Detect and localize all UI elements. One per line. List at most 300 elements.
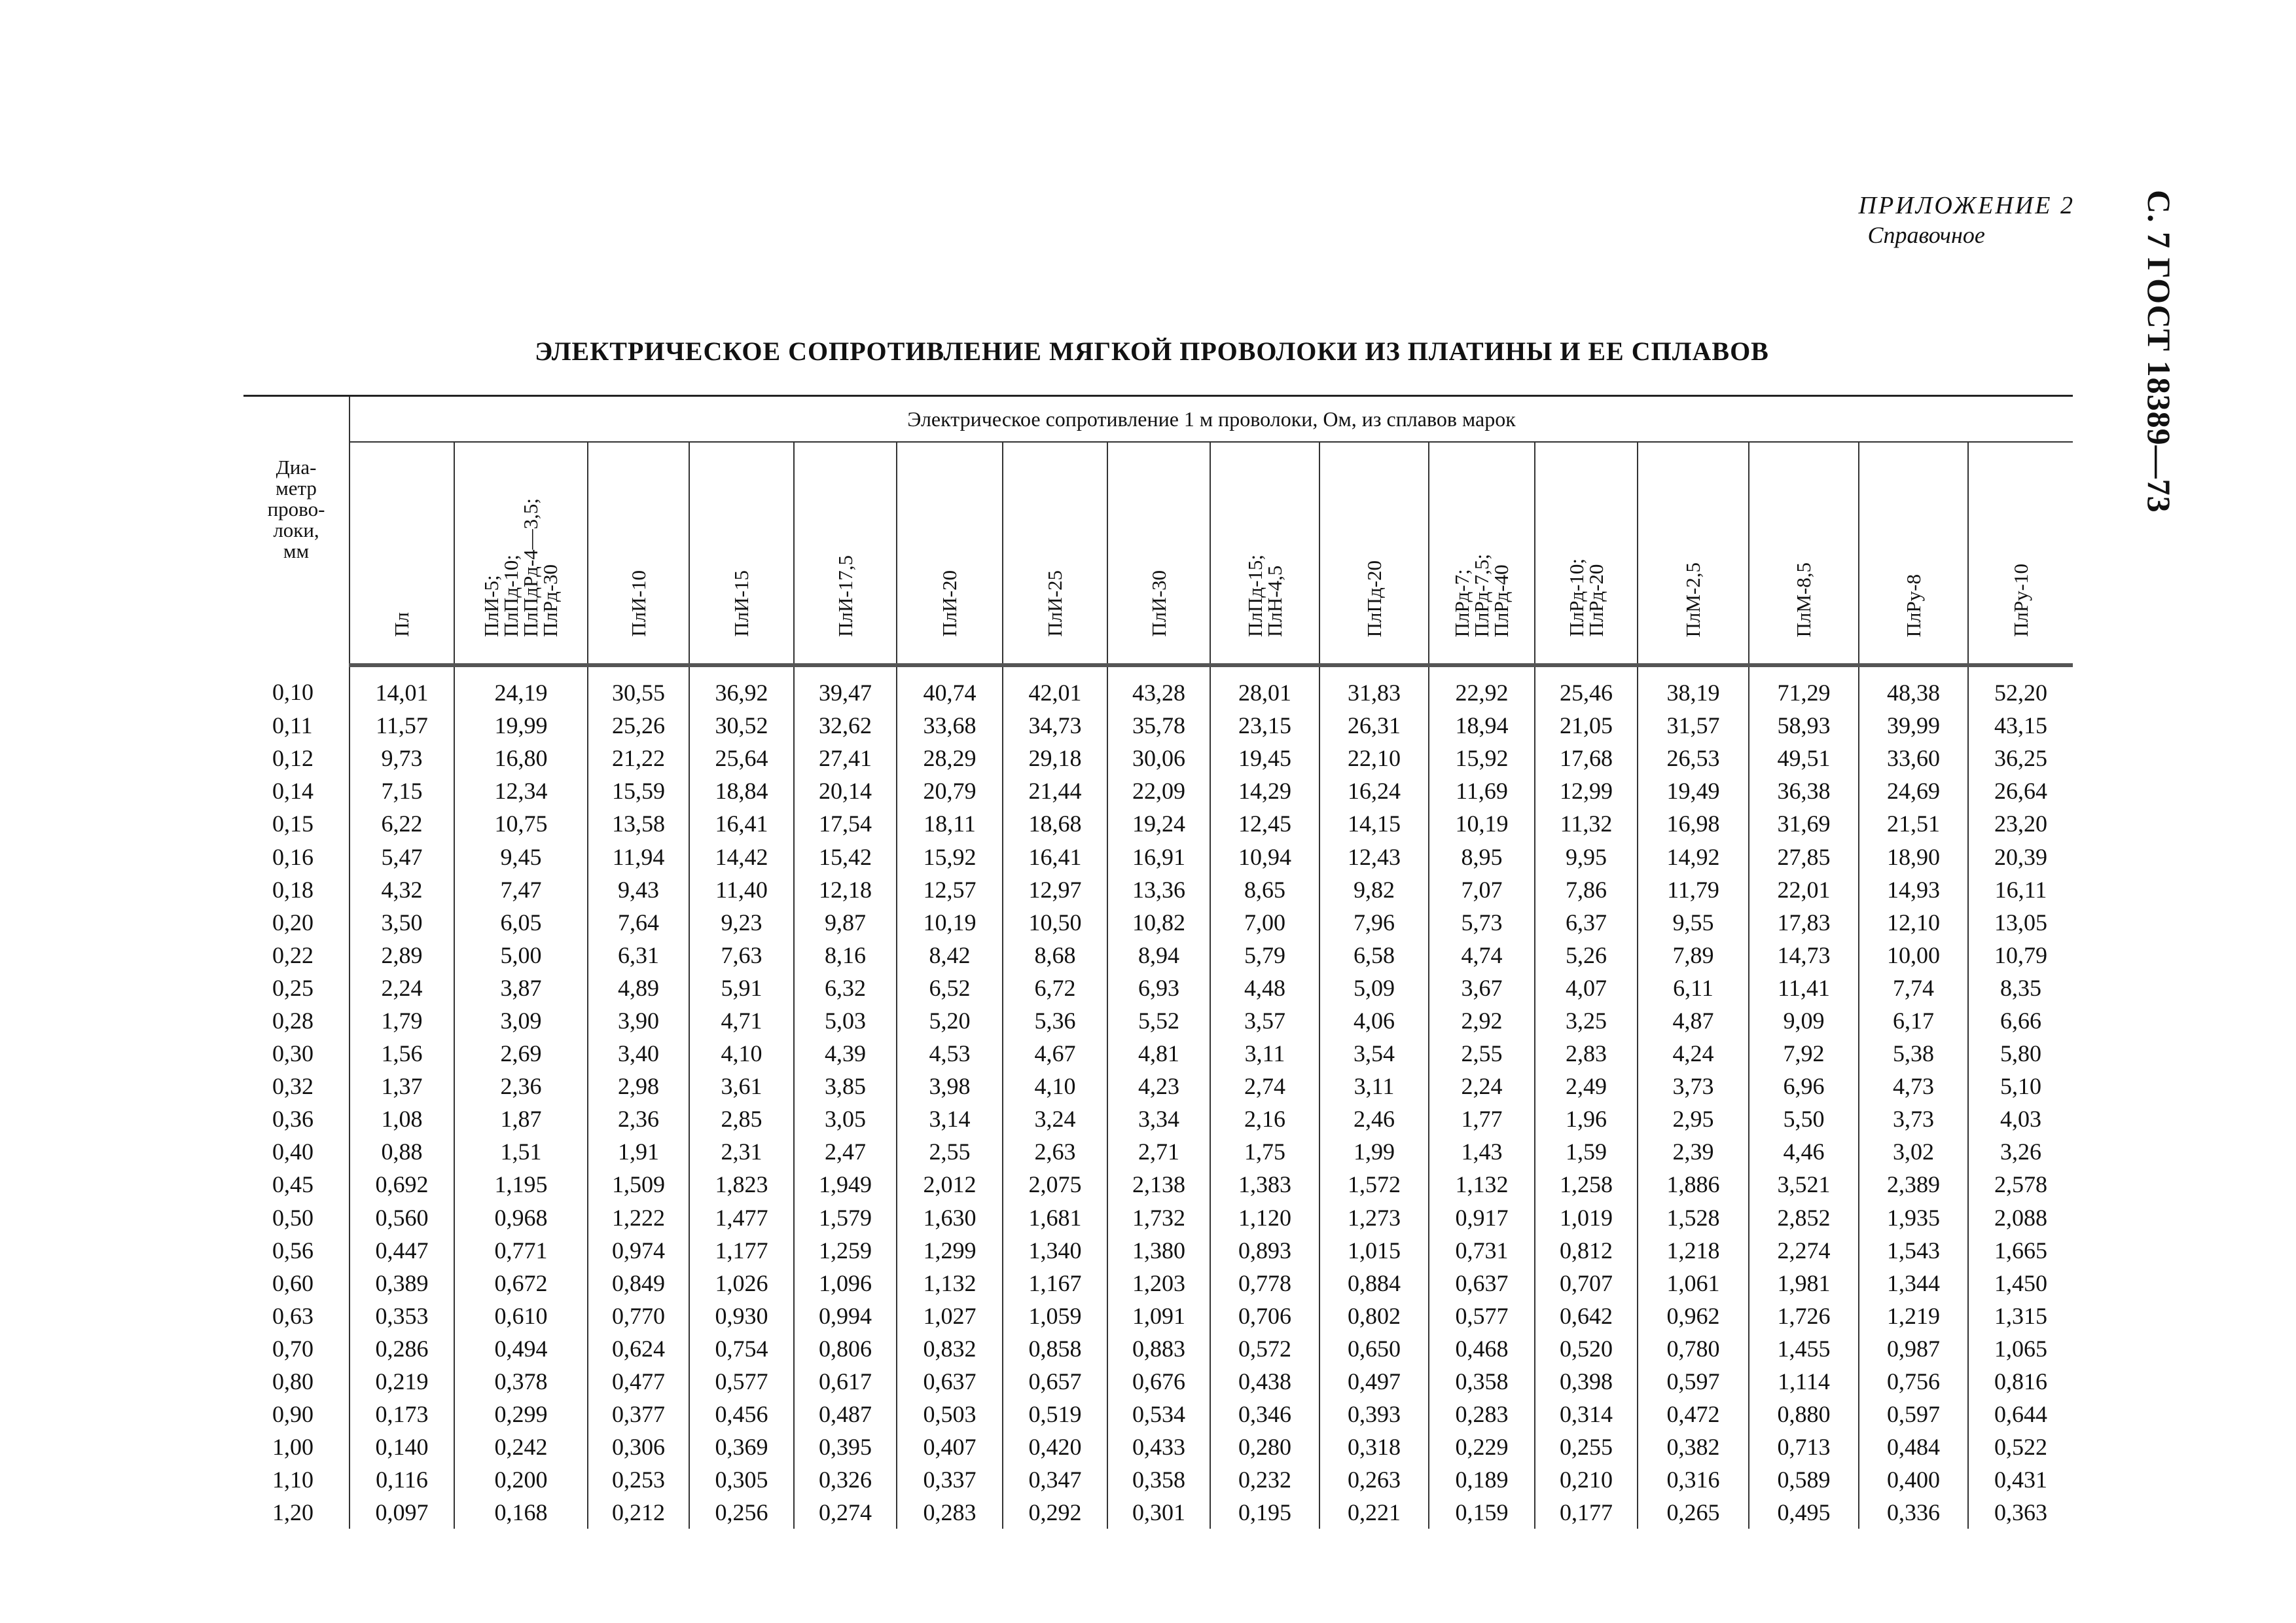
resistance-cell: 0,337: [897, 1463, 1003, 1496]
diameter-header-line: мм: [283, 539, 310, 562]
resistance-cell: 0,637: [1429, 1267, 1535, 1300]
resistance-cell: 2,075: [1003, 1168, 1107, 1201]
resistance-cell: 0,229: [1429, 1431, 1535, 1463]
resistance-cell: 0,522: [1968, 1431, 2073, 1463]
diameter-cell: 0,63: [272, 1302, 314, 1329]
resistance-cell: 0,378: [454, 1365, 588, 1398]
resistance-cell: 1,061: [1638, 1267, 1749, 1300]
resistance-cell: 1,222: [588, 1201, 689, 1234]
resistance-cell: 1,726: [1749, 1300, 1859, 1332]
alloy-column-header: [1003, 442, 1107, 665]
resistance-cell: 16,98: [1638, 807, 1749, 840]
resistance-cell: 42,01: [1003, 665, 1107, 709]
resistance-cell: 3,25: [1535, 1004, 1638, 1037]
resistance-cell: 49,51: [1749, 742, 1859, 775]
resistance-cell: 8,42: [897, 939, 1003, 972]
resistance-cell: 1,91: [588, 1135, 689, 1168]
alloy-column-header: [1859, 442, 1968, 665]
resistance-cell: 1,99: [1319, 1135, 1429, 1168]
resistance-cell: 0,917: [1429, 1201, 1535, 1234]
resistance-cell: 16,11: [1968, 873, 2073, 906]
resistance-cell: 14,73: [1749, 939, 1859, 972]
resistance-cell: 0,398: [1535, 1365, 1638, 1398]
diameter-header-line: прово-: [267, 498, 325, 520]
resistance-cell: 0,494: [454, 1332, 588, 1365]
resistance-cell: 7,89: [1638, 939, 1749, 972]
resistance-cell: 1,823: [689, 1168, 794, 1201]
diameter-cell: 0,60: [272, 1269, 314, 1296]
resistance-cell: 11,94: [588, 840, 689, 873]
resistance-cell: 0,692: [350, 1168, 454, 1201]
resistance-cell: 21,05: [1535, 709, 1638, 742]
resistance-cell: 0,431: [1968, 1463, 2073, 1496]
resistance-cell: 4,06: [1319, 1004, 1429, 1037]
diameter-cell: 0,20: [272, 909, 314, 936]
resistance-cell: 1,015: [1319, 1234, 1429, 1267]
resistance-cell: 3,67: [1429, 972, 1535, 1004]
resistance-cell: 20,79: [897, 775, 1003, 807]
resistance-cell: 4,32: [350, 873, 454, 906]
resistance-cell: 0,306: [588, 1431, 689, 1463]
table-row: [243, 1398, 2073, 1431]
table-row: [243, 1004, 2073, 1037]
table-row: [243, 1267, 2073, 1300]
resistance-cell: 0,305: [689, 1463, 794, 1496]
resistance-cell: 6,17: [1859, 1004, 1968, 1037]
diameter-cell: 0,16: [272, 843, 314, 870]
resistance-cell: 2,39: [1638, 1135, 1749, 1168]
resistance-cell: 14,42: [689, 840, 794, 873]
resistance-cell: 2,49: [1535, 1070, 1638, 1103]
resistance-cell: 5,10: [1968, 1070, 2073, 1103]
resistance-cell: 34,73: [1003, 709, 1107, 742]
resistance-cell: 0,456: [689, 1398, 794, 1431]
resistance-cell: 6,37: [1535, 906, 1638, 939]
resistance-cell: 1,579: [794, 1201, 897, 1234]
resistance-cell: 1,96: [1535, 1103, 1638, 1135]
resistance-cell: 11,57: [350, 709, 454, 742]
resistance-cell: 10,82: [1107, 906, 1210, 939]
resistance-cell: 3,85: [794, 1070, 897, 1103]
diameter-cell: 0,45: [272, 1171, 314, 1198]
resistance-cell: 12,99: [1535, 775, 1638, 807]
table-row: [243, 1300, 2073, 1332]
diameter-cell: 0,90: [272, 1401, 314, 1428]
resistance-cell: 0,116: [350, 1463, 454, 1496]
alloy-label: ПлМ-8,5: [1792, 562, 1815, 637]
resistance-cell: 22,10: [1319, 742, 1429, 775]
resistance-cell: 0,968: [454, 1201, 588, 1234]
resistance-cell: 0,420: [1003, 1431, 1107, 1463]
resistance-cell: 1,732: [1107, 1201, 1210, 1234]
resistance-cell: 1,450: [1968, 1267, 2073, 1300]
resistance-cell: 1,665: [1968, 1234, 2073, 1267]
resistance-cell: 26,31: [1319, 709, 1429, 742]
resistance-cell: 17,54: [794, 807, 897, 840]
diameter-cell: 0,40: [272, 1139, 314, 1165]
resistance-cell: 0,256: [689, 1496, 794, 1529]
resistance-cell: 6,32: [794, 972, 897, 1004]
resistance-cell: 24,19: [454, 665, 588, 709]
resistance-cell: 0,468: [1429, 1332, 1535, 1365]
resistance-cell: 0,265: [1638, 1496, 1749, 1529]
resistance-cell: 3,14: [897, 1103, 1003, 1135]
resistance-cell: 2,92: [1429, 1004, 1535, 1037]
diameter-cell: 0,32: [272, 1073, 314, 1100]
resistance-cell: 43,28: [1107, 665, 1210, 709]
appendix-heading: [1859, 191, 2075, 249]
resistance-cell: 4,10: [689, 1037, 794, 1070]
resistance-cell: 1,477: [689, 1201, 794, 1234]
table-row: [243, 1070, 2073, 1103]
diameter-cell: 0,12: [272, 745, 314, 772]
resistance-cell: 5,26: [1535, 939, 1638, 972]
resistance-cell: 0,503: [897, 1398, 1003, 1431]
resistance-cell: 0,200: [454, 1463, 588, 1496]
resistance-cell: 0,177: [1535, 1496, 1638, 1529]
alloy-column-header: [689, 442, 794, 665]
resistance-cell: 2,83: [1535, 1037, 1638, 1070]
resistance-cell: 12,10: [1859, 906, 1968, 939]
resistance-cell: 0,519: [1003, 1398, 1107, 1431]
alloy-label: ПлРд-40: [1490, 564, 1513, 637]
resistance-cell: 0,242: [454, 1431, 588, 1463]
resistance-cell: 3,09: [454, 1004, 588, 1037]
alloy-column-header: [350, 442, 454, 665]
resistance-cell: 3,34: [1107, 1103, 1210, 1135]
resistance-cell: 0,534: [1107, 1398, 1210, 1431]
resistance-cell: 5,91: [689, 972, 794, 1004]
resistance-cell: 12,97: [1003, 873, 1107, 906]
resistance-cell: 0,884: [1319, 1267, 1429, 1300]
resistance-cell: 0,962: [1638, 1300, 1749, 1332]
resistance-cell: 11,32: [1535, 807, 1638, 840]
resistance-cell: 58,93: [1749, 709, 1859, 742]
alloy-column-header: [588, 442, 689, 665]
resistance-cell: 1,218: [1638, 1234, 1749, 1267]
resistance-cell: 32,62: [794, 709, 897, 742]
resistance-cell: 8,68: [1003, 939, 1107, 972]
table-row: [243, 1135, 2073, 1168]
resistance-cell: 0,477: [588, 1365, 689, 1398]
resistance-cell: 2,95: [1638, 1103, 1749, 1135]
resistance-cell: 1,08: [350, 1103, 454, 1135]
resistance-cell: 0,812: [1535, 1234, 1638, 1267]
diameter-cell: 0,56: [272, 1237, 314, 1264]
resistance-cell: 0,221: [1319, 1496, 1429, 1529]
resistance-cell: 0,407: [897, 1431, 1003, 1463]
diameter-cell: 1,20: [272, 1499, 314, 1526]
resistance-cell: 1,455: [1749, 1332, 1859, 1365]
resistance-cell: 27,85: [1749, 840, 1859, 873]
resistance-cell: 4,71: [689, 1004, 794, 1037]
resistance-cell: 21,51: [1859, 807, 1968, 840]
resistance-cell: 7,64: [588, 906, 689, 939]
resistance-cell: 1,120: [1210, 1201, 1319, 1234]
resistance-cell: 4,10: [1003, 1070, 1107, 1103]
appendix-subtitle: Справочное: [1867, 222, 1985, 248]
resistance-cell: 4,03: [1968, 1103, 2073, 1135]
alloy-column-header: [1210, 442, 1319, 665]
resistance-cell: 1,132: [1429, 1168, 1535, 1201]
resistance-cell: 0,577: [1429, 1300, 1535, 1332]
resistance-cell: 25,26: [588, 709, 689, 742]
resistance-cell: 10,19: [897, 906, 1003, 939]
resistance-cell: 0,780: [1638, 1332, 1749, 1365]
resistance-cell: 12,45: [1210, 807, 1319, 840]
resistance-cell: 5,80: [1968, 1037, 2073, 1070]
resistance-cell: 23,20: [1968, 807, 2073, 840]
resistance-cell: 5,52: [1107, 1004, 1210, 1037]
resistance-cell: 25,46: [1535, 665, 1638, 709]
diameter-cell: 1,10: [272, 1467, 314, 1493]
resistance-cell: 0,301: [1107, 1496, 1210, 1529]
resistance-cell: 7,74: [1859, 972, 1968, 1004]
alloy-label: ПлН-4,5: [1263, 565, 1286, 637]
alloy-label: ПлИ-5;: [480, 575, 503, 637]
resistance-cell: 7,07: [1429, 873, 1535, 906]
resistance-cell: 17,68: [1535, 742, 1638, 775]
resistance-cell: 10,50: [1003, 906, 1107, 939]
resistance-cell: 2,31: [689, 1135, 794, 1168]
resistance-cell: 19,24: [1107, 807, 1210, 840]
resistance-cell: 0,617: [794, 1365, 897, 1398]
resistance-cell: 4,87: [1638, 1004, 1749, 1037]
resistance-cell: 16,80: [454, 742, 588, 775]
resistance-cell: 4,24: [1638, 1037, 1749, 1070]
resistance-cell: 36,92: [689, 665, 794, 709]
diameter-cell: 1,00: [272, 1434, 314, 1461]
table-row: [243, 709, 2073, 742]
resistance-cell: 0,274: [794, 1496, 897, 1529]
resistance-cell: 4,46: [1749, 1135, 1859, 1168]
resistance-cell: 18,68: [1003, 807, 1107, 840]
resistance-cell: 30,52: [689, 709, 794, 742]
resistance-cell: 43,15: [1968, 709, 2073, 742]
resistance-cell: 26,53: [1638, 742, 1749, 775]
resistance-cell: 0,880: [1749, 1398, 1859, 1431]
resistance-cell: 71,29: [1749, 665, 1859, 709]
resistance-cell: 12,57: [897, 873, 1003, 906]
resistance-cell: 23,15: [1210, 709, 1319, 742]
resistance-cell: 31,57: [1638, 709, 1749, 742]
resistance-cell: 13,36: [1107, 873, 1210, 906]
resistance-cell: 0,642: [1535, 1300, 1638, 1332]
resistance-cell: 0,219: [350, 1365, 454, 1398]
resistance-cell: 0,770: [588, 1300, 689, 1332]
resistance-cell: 3,05: [794, 1103, 897, 1135]
resistance-cell: 1,059: [1003, 1300, 1107, 1332]
resistance-cell: 5,09: [1319, 972, 1429, 1004]
resistance-cell: 2,36: [454, 1070, 588, 1103]
resistance-cell: 16,41: [689, 807, 794, 840]
resistance-cell: 4,89: [588, 972, 689, 1004]
resistance-cell: 2,71: [1107, 1135, 1210, 1168]
resistance-cell: 0,672: [454, 1267, 588, 1300]
resistance-cell: 0,336: [1859, 1496, 1968, 1529]
diameter-cell: 0,10: [272, 678, 314, 705]
resistance-cell: 0,771: [454, 1234, 588, 1267]
alloy-label: ПлРд-7;: [1450, 568, 1473, 637]
alloy-column-header: [1535, 442, 1638, 665]
resistance-cell: 0,389: [350, 1267, 454, 1300]
resistance-cell: 2,36: [588, 1103, 689, 1135]
table-title: ЭЛЕКТРИЧЕСКОЕ СОПРОТИВЛЕНИЕ МЯГКОЙ ПРОВОЛОКИ ИЗ ПЛАТИНЫ И ЕЕ СПЛАВОВ: [535, 337, 1769, 366]
resistance-cell: 1,091: [1107, 1300, 1210, 1332]
resistance-cell: 31,69: [1749, 807, 1859, 840]
resistance-cell: 15,42: [794, 840, 897, 873]
resistance-cell: 2,46: [1319, 1103, 1429, 1135]
resistance-cell: 4,67: [1003, 1037, 1107, 1070]
resistance-cell: 2,852: [1749, 1201, 1859, 1234]
resistance-cell: 0,140: [350, 1431, 454, 1463]
resistance-cell: 48,38: [1859, 665, 1968, 709]
resistance-cell: 9,09: [1749, 1004, 1859, 1037]
resistance-cell: 0,644: [1968, 1398, 2073, 1431]
resistance-cell: 0,676: [1107, 1365, 1210, 1398]
alloy-column-header: [1749, 442, 1859, 665]
resistance-cell: 2,138: [1107, 1168, 1210, 1201]
resistance-cell: 1,019: [1535, 1201, 1638, 1234]
resistance-cell: 3,57: [1210, 1004, 1319, 1037]
table-row: [243, 742, 2073, 775]
resistance-cell: 0,232: [1210, 1463, 1319, 1496]
resistance-cell: 10,00: [1859, 939, 1968, 972]
resistance-cell: 0,974: [588, 1234, 689, 1267]
resistance-cell: 10,19: [1429, 807, 1535, 840]
alloy-label: ПлРд-7,5;: [1470, 553, 1493, 637]
diameter-cell: 0,22: [272, 941, 314, 968]
resistance-cell: 1,935: [1859, 1201, 1968, 1234]
resistance-cell: 1,027: [897, 1300, 1003, 1332]
resistance-cell: 6,31: [588, 939, 689, 972]
resistance-cell: 1,981: [1749, 1267, 1859, 1300]
resistance-cell: 18,90: [1859, 840, 1968, 873]
resistance-group-header: Электрическое сопротивление 1 м проволоки, Ом, из сплавов марок: [350, 396, 2073, 443]
alloy-label: ПлИ-20: [938, 570, 961, 637]
resistance-cell: 0,637: [897, 1365, 1003, 1398]
resistance-cell: 0,893: [1210, 1234, 1319, 1267]
diameter-cell: 0,11: [272, 712, 313, 739]
resistance-cell: 21,44: [1003, 775, 1107, 807]
resistance-cell: 5,20: [897, 1004, 1003, 1037]
diameter-cell: 0,80: [272, 1368, 314, 1395]
resistance-cell: 18,11: [897, 807, 1003, 840]
resistance-cell: 7,15: [350, 775, 454, 807]
resistance-cell: 6,96: [1749, 1070, 1859, 1103]
resistance-cell: 13,58: [588, 807, 689, 840]
resistance-table-container: [243, 395, 2060, 1529]
alloy-label: ПлРд-10;: [1564, 558, 1588, 637]
resistance-cell: 20,14: [794, 775, 897, 807]
resistance-cell: 15,92: [1429, 742, 1535, 775]
resistance-cell: 8,65: [1210, 873, 1319, 906]
resistance-cell: 1,380: [1107, 1234, 1210, 1267]
resistance-cell: 5,36: [1003, 1004, 1107, 1037]
resistance-cell: 0,299: [454, 1398, 588, 1431]
resistance-cell: 2,89: [350, 939, 454, 972]
resistance-cell: 0,346: [1210, 1398, 1319, 1431]
resistance-cell: 4,74: [1429, 939, 1535, 972]
resistance-cell: 0,438: [1210, 1365, 1319, 1398]
resistance-cell: 0,610: [454, 1300, 588, 1332]
resistance-cell: 1,065: [1968, 1332, 2073, 1365]
resistance-cell: 5,73: [1429, 906, 1535, 939]
resistance-cell: 0,395: [794, 1431, 897, 1463]
resistance-cell: 2,47: [794, 1135, 897, 1168]
resistance-cell: 0,263: [1319, 1463, 1429, 1496]
resistance-cell: 2,16: [1210, 1103, 1319, 1135]
resistance-cell: 3,61: [689, 1070, 794, 1103]
table-row: [243, 775, 2073, 807]
alloy-label: ПлРу-10: [2009, 564, 2032, 637]
resistance-cell: 0,832: [897, 1332, 1003, 1365]
resistance-cell: 3,521: [1749, 1168, 1859, 1201]
resistance-cell: 2,274: [1749, 1234, 1859, 1267]
resistance-cell: 0,253: [588, 1463, 689, 1496]
resistance-cell: 14,92: [1638, 840, 1749, 873]
diameter-cell: 0,15: [272, 811, 314, 837]
resistance-cell: 16,41: [1003, 840, 1107, 873]
resistance-cell: 22,01: [1749, 873, 1859, 906]
resistance-cell: 1,543: [1859, 1234, 1968, 1267]
resistance-cell: 0,318: [1319, 1431, 1429, 1463]
resistance-cell: 2,578: [1968, 1168, 2073, 1201]
resistance-cell: 6,05: [454, 906, 588, 939]
resistance-cell: 0,097: [350, 1496, 454, 1529]
resistance-cell: 3,54: [1319, 1037, 1429, 1070]
table-row: [243, 1201, 2073, 1234]
resistance-cell: 19,99: [454, 709, 588, 742]
resistance-cell: 3,98: [897, 1070, 1003, 1103]
alloy-label: ПлИ-25: [1043, 570, 1066, 637]
resistance-cell: 2,63: [1003, 1135, 1107, 1168]
resistance-cell: 11,41: [1749, 972, 1859, 1004]
resistance-cell: 0,433: [1107, 1431, 1210, 1463]
resistance-cell: 4,53: [897, 1037, 1003, 1070]
resistance-cell: 9,23: [689, 906, 794, 939]
diameter-cell: 0,50: [272, 1204, 314, 1231]
resistance-cell: 0,650: [1319, 1332, 1429, 1365]
resistance-cell: 10,75: [454, 807, 588, 840]
resistance-cell: 0,210: [1535, 1463, 1638, 1496]
table-row: [243, 807, 2073, 840]
resistance-cell: 0,88: [350, 1135, 454, 1168]
resistance-cell: 1,949: [794, 1168, 897, 1201]
appendix-title: ПРИЛОЖЕНИЕ 2: [1858, 192, 2075, 219]
diameter-cell: 0,14: [272, 778, 314, 805]
resistance-cell: 8,35: [1968, 972, 2073, 1004]
resistance-cell: 1,258: [1535, 1168, 1638, 1201]
resistance-cell: 36,38: [1749, 775, 1859, 807]
resistance-cell: 0,849: [588, 1267, 689, 1300]
resistance-cell: 13,05: [1968, 906, 2073, 939]
alloy-label: ПлПд-15;: [1243, 555, 1266, 637]
resistance-cell: 20,39: [1968, 840, 2073, 873]
alloy-label: ПлРд-30: [539, 564, 562, 637]
resistance-cell: 2,55: [1429, 1037, 1535, 1070]
resistance-cell: 15,92: [897, 840, 1003, 873]
table-row: [243, 906, 2073, 939]
table-row: [243, 1463, 2073, 1496]
diameter-column-header: [243, 396, 350, 666]
resistance-cell: 0,577: [689, 1365, 794, 1398]
resistance-cell: 22,09: [1107, 775, 1210, 807]
resistance-cell: 10,79: [1968, 939, 2073, 972]
resistance-cell: 0,280: [1210, 1431, 1319, 1463]
resistance-cell: 1,315: [1968, 1300, 2073, 1332]
resistance-cell: 0,159: [1429, 1496, 1535, 1529]
